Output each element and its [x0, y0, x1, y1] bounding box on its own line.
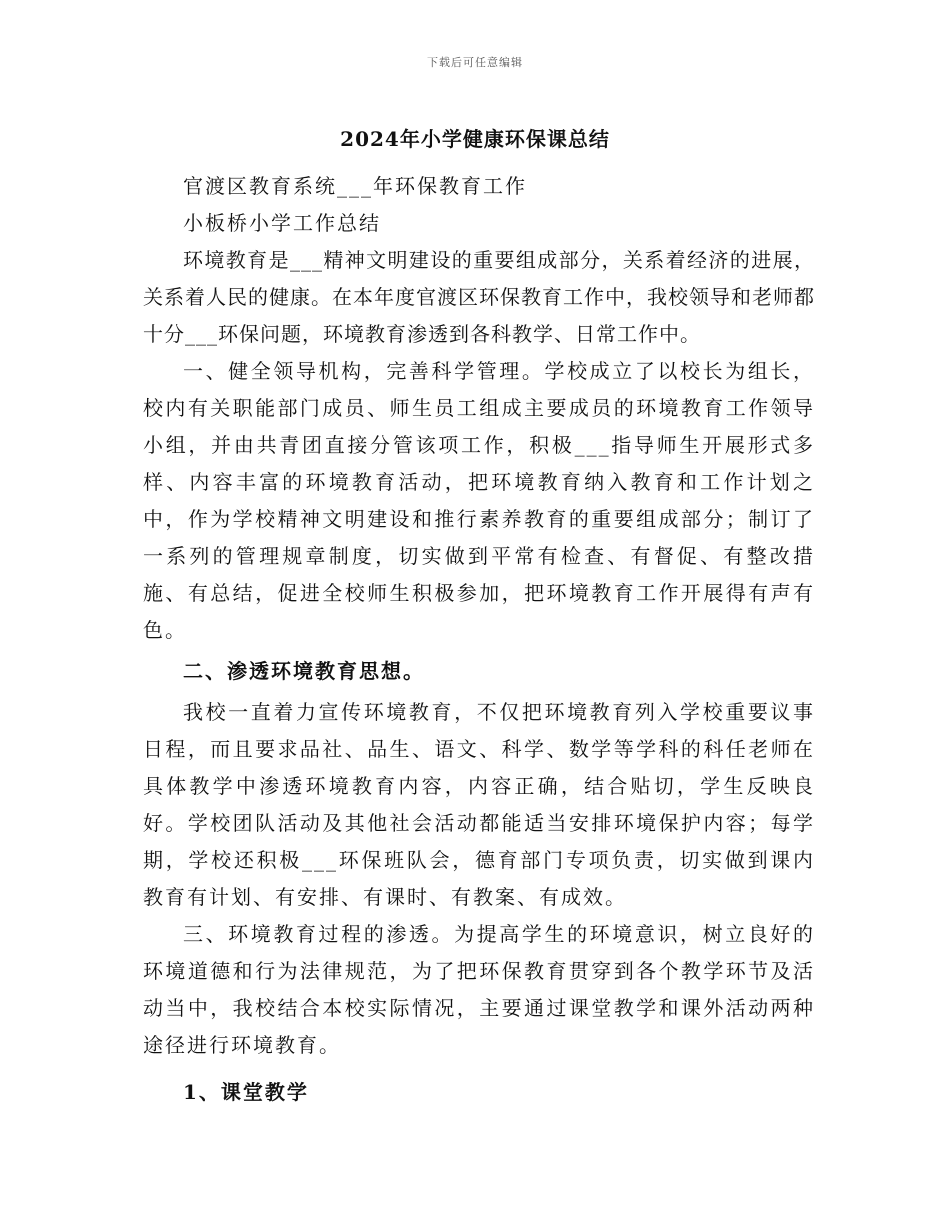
- document-title: 2024年小学健康环保课总结: [340, 127, 610, 151]
- paragraph-intro: 环境教育是___精神文明建设的重要组成部分，关系着经济的进展，关系着人民的健康。在本年度官渡区环保教育工作中，我校领导和老师都十分___环保问题，环境教育渗透到各科教学、日常工作中。: [143, 248, 815, 346]
- paragraph-section-2: 我校一直着力宣传环境教育，不仅把环境教育列入学校重要议事日程，而且要求品社、品生、语文、科学、数学等学科的科任老师在具体教学中渗透环境教育内容，内容正确，结合贴切，学生反映良好。学校团队活动及其他社会活动都能适当安排环境保护内容；每学期，学校还积极___环保班队会，德育部门专项负责，切实做到课内教育有计划、有安排、有课时、有教案、有成效。: [143, 700, 815, 909]
- paragraph-section-1: 一、健全领导机构，完善科学管理。学校成立了以校长为组长，校内有关职能部门成员、师生员工组成主要成员的环境教育工作领导小组，并由共青团直接分管该项工作，积极___指导师生开展形式多样、内容丰富的环境教育活动，把环境教育纳入教育和工作计划之中，作为学校精神文明建设和推行素养教育的重要组成部分；制订了一系列的管理规章制度，切实做到平常有检查、有督促、有整改措施、有总结，促进全校师生积极参加，把环境教育工作开展得有声有色。: [143, 359, 815, 642]
- page-header-note: 下载后可任意编辑: [427, 56, 523, 69]
- subtitle-line-1: 官渡区教育系统___年环保教育工作: [183, 174, 527, 198]
- heading-subsection-1: 1、课堂教学: [183, 1080, 309, 1104]
- heading-section-2: 二、渗透环境教育思想。: [183, 659, 425, 683]
- paragraph-section-3: 三、环境教育过程的渗透。为提高学生的环境意识，树立良好的环境道德和行为法律规范，为了把环保教育贯穿到各个教学环节及活动当中，我校结合本校实际情况，主要通过课堂教学和课外活动两种途径进行环境教育。: [143, 922, 815, 1057]
- document-body: [143, 168, 815, 1115]
- subtitle-line-2: 小板桥小学工作总结: [183, 211, 381, 235]
